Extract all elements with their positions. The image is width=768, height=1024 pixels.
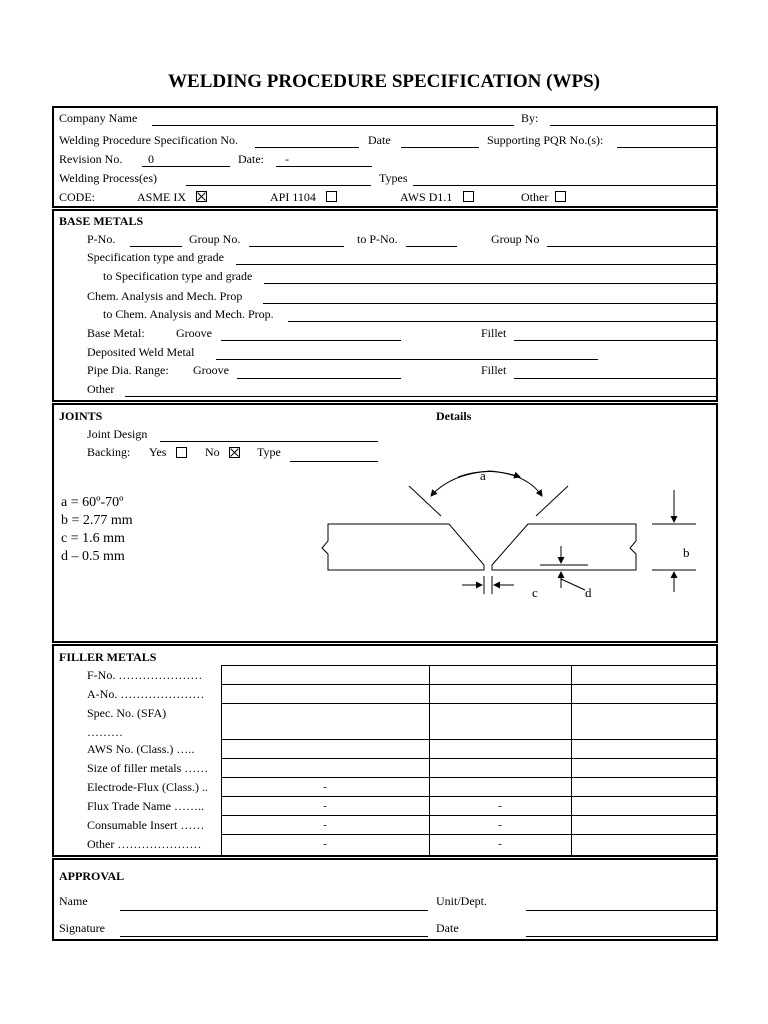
backing-yes-label: Yes — [149, 445, 167, 459]
groove2-label: Groove — [193, 363, 229, 377]
filler-row-cell[interactable]: - — [323, 819, 327, 831]
other-label: Other — [87, 382, 115, 396]
code-other-checkbox[interactable] — [555, 191, 566, 202]
filler-row-label: Electrode-Flux (Class.) .. — [87, 780, 208, 794]
to-spec-type-field[interactable] — [264, 283, 716, 284]
code-label: CODE: — [59, 190, 95, 204]
by-label: By: — [521, 111, 539, 125]
by-field[interactable] — [550, 125, 716, 126]
types-field[interactable] — [413, 185, 716, 186]
supporting-pqr-field[interactable] — [617, 147, 716, 148]
approval-date-label: Date — [436, 921, 459, 935]
other-field[interactable] — [125, 396, 716, 397]
group-no-field[interactable] — [249, 246, 344, 247]
filler-row-cell[interactable]: - — [323, 838, 327, 850]
dim-d: d – 0.5 mm — [61, 549, 125, 564]
filler-metals-heading: FILLER METALS — [59, 650, 157, 664]
joints-heading: JOINTS — [59, 409, 103, 423]
approval-unit-label: Unit/Dept. — [436, 894, 487, 908]
code-api-label: API 1104 — [270, 190, 316, 204]
details-heading: Details — [436, 409, 472, 423]
to-p-no-field[interactable] — [406, 246, 457, 247]
backing-type-label: Type — [257, 445, 281, 459]
approval-signature-field[interactable] — [120, 936, 428, 937]
welding-processes-field[interactable] — [186, 185, 371, 186]
joint-design-field[interactable] — [160, 441, 378, 442]
base-metal-label: Base Metal: — [87, 326, 145, 340]
diagram-label-c: c — [532, 585, 538, 600]
group-no2-field[interactable] — [547, 246, 716, 247]
backing-no-checkbox[interactable] — [229, 447, 240, 458]
backing-yes-checkbox[interactable] — [176, 447, 187, 458]
code-aws-checkbox[interactable] — [463, 191, 474, 202]
approval-unit-field[interactable] — [526, 910, 716, 911]
approval-signature-label: Signature — [59, 921, 105, 935]
company-name-label: Company Name — [59, 111, 138, 125]
company-name-field[interactable] — [152, 125, 514, 126]
filler-row-label: Spec. No. (SFA) — [87, 706, 167, 720]
filler-row-label: Other ………………… — [87, 837, 202, 851]
pipe-dia-label: Pipe Dia. Range: — [87, 363, 169, 377]
base-metals-heading: BASE METALS — [59, 214, 144, 228]
wps-no-label: Welding Procedure Specification No. — [59, 133, 238, 147]
welding-processes-label: Welding Process(es) — [59, 171, 158, 185]
types-label: Types — [379, 171, 408, 185]
joint-design-label: Joint Design — [87, 427, 148, 441]
fillet-label: Fillet — [481, 326, 507, 340]
filler-row-cell[interactable]: - — [323, 781, 327, 793]
revision-date-field[interactable] — [276, 166, 372, 167]
filler-row-label-cont: ……… — [87, 725, 123, 739]
filler-row-cell[interactable]: - — [498, 838, 502, 850]
fillet-field[interactable] — [514, 340, 716, 341]
filler-row-label: AWS No. (Class.) ….. — [87, 742, 195, 756]
filler-row-label: Consumable Insert …… — [87, 818, 205, 832]
deposited-label: Deposited Weld Metal — [87, 345, 195, 359]
group-no-label: Group No. — [189, 232, 241, 246]
code-asme-checkbox[interactable] — [196, 191, 207, 202]
filler-row-label: Flux Trade Name …….. — [87, 799, 204, 813]
revision-no-value: 0 — [148, 152, 154, 166]
revision-no-label: Revision No. — [59, 152, 123, 166]
groove-field[interactable] — [221, 340, 401, 341]
to-chem-label: to Chem. Analysis and Mech. Prop. — [103, 307, 274, 321]
pipe-fillet-field[interactable] — [514, 378, 716, 379]
spec-type-field[interactable] — [236, 264, 716, 265]
diagram-label-a: a — [480, 468, 486, 483]
filler-row-label: A-No. ………………… — [87, 687, 205, 701]
groove-label: Groove — [176, 326, 212, 340]
backing-type-field[interactable] — [290, 461, 378, 462]
code-asme-label: ASME IX — [137, 190, 187, 204]
to-spec-type-label: to Specification type and grade — [103, 269, 253, 283]
dim-c: c = 1.6 mm — [61, 531, 125, 546]
fillet2-label: Fillet — [481, 363, 507, 377]
code-other-label: Other — [521, 190, 549, 204]
diagram-label-b: b — [683, 545, 690, 560]
revision-date-value: - — [285, 152, 289, 166]
spec-type-label: Specification type and grade — [87, 250, 224, 264]
date-label: Date — [368, 133, 391, 147]
filler-row-label: Size of filler metals …… — [87, 761, 209, 775]
chem-label: Chem. Analysis and Mech. Prop — [87, 289, 243, 303]
joints-section — [52, 403, 718, 643]
filler-row-cell[interactable]: - — [323, 800, 327, 812]
p-no-label: P-No. — [87, 232, 116, 246]
code-aws-label: AWS D1.1 — [400, 190, 453, 204]
approval-name-label: Name — [59, 894, 88, 908]
pipe-groove-field[interactable] — [237, 378, 401, 379]
to-chem-field[interactable] — [288, 321, 716, 322]
dim-b: b = 2.77 mm — [61, 513, 133, 528]
approval-date-field[interactable] — [526, 936, 716, 937]
approval-name-field[interactable] — [120, 910, 428, 911]
approval-section — [52, 858, 718, 941]
supporting-pqr-label: Supporting PQR No.(s): — [487, 133, 604, 147]
filler-row-cell[interactable]: - — [498, 800, 502, 812]
to-p-no-label: to P-No. — [357, 232, 398, 246]
approval-heading: APPROVAL — [59, 869, 125, 883]
dim-a: a = 60º-70º — [61, 495, 124, 510]
filler-row-cell[interactable]: - — [498, 819, 502, 831]
wps-no-field[interactable] — [255, 147, 359, 148]
revision-no-field[interactable] — [142, 166, 230, 167]
deposited-field[interactable] — [216, 359, 598, 360]
backing-label: Backing: — [87, 445, 131, 459]
group-no2-label: Group No — [491, 232, 540, 246]
diagram-label-d: d — [585, 585, 592, 600]
code-api-checkbox[interactable] — [326, 191, 337, 202]
p-no-field[interactable] — [130, 246, 182, 247]
revision-date-label: Date: — [238, 152, 264, 166]
backing-no-label: No — [205, 445, 220, 459]
date-field[interactable] — [401, 147, 479, 148]
page-title: WELDING PROCEDURE SPECIFICATION (WPS) — [168, 71, 600, 92]
chem-field[interactable] — [263, 303, 716, 304]
filler-row-label: F-No. ………………… — [87, 668, 203, 682]
